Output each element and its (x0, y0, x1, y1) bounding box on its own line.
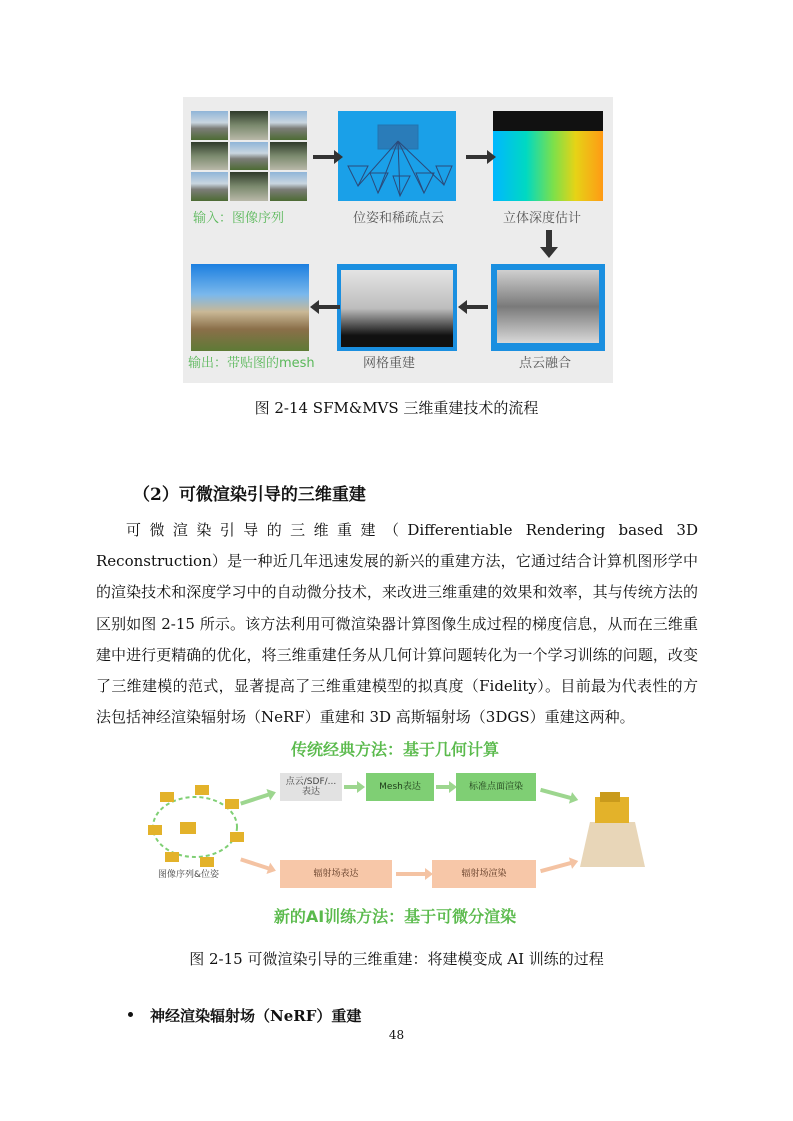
figure-2-14 (183, 97, 613, 383)
arrow-right-icon (436, 785, 450, 789)
arrow-left-icon (318, 305, 340, 309)
box-mesh: Mesh表达 (366, 773, 434, 801)
textured-mesh-image (191, 264, 309, 351)
arrow-right-icon (344, 785, 358, 789)
label-depth: 立体深度估计 (503, 211, 582, 226)
traditional-method-title: 传统经典方法：基于几何计算 (290, 740, 499, 759)
input-label: 图像序列&位姿 (158, 870, 220, 880)
page-number: 48 (388, 1028, 405, 1042)
label-pose: 位姿和稀疏点云 (353, 211, 445, 226)
box-radiance: 辐射场表达 (280, 860, 392, 888)
box-render: 标准点面渲染 (456, 773, 536, 801)
ai-method-title: 新的AI训练方法：基于可微分渲染 (273, 907, 517, 926)
arrow-right-icon (540, 788, 572, 800)
figure-caption-2-15: 图 2-15 可微渲染引导的三维重建：将建模变成 AI 训练的过程 (189, 950, 604, 968)
body-paragraph: 可微渲染引导的三维重建（Differentiable Rendering based 3D Reconstruction）是一种近几年迅速发展的新兴的重建方法，它通过结合计算机图形学中的渲染技术和深度学习中的自动微分技术，来改进三维重建的效果和效率，其与传统方法的区别如图 2-15 所示。该方法利用可微渲染器计算图像生成过程的梯度信息，从而在三维重建中进行更精确的优化，将三维重建任务从几何计算问题转化为一个学习训练的问题，改变了三维建模的范式，显著提高了三维重建模型的拟真度（Fidelity）。目前最为代表性的方法包括神经渲染辐射场（NeRF）重建和 3D 高斯辐射场（3DGS）重建这两种。 (96, 521, 698, 727)
arrow-left-icon (466, 305, 488, 309)
box-repr: 点云/SDF/... 表达 (280, 773, 342, 801)
label-mesh: 网格重建 (363, 356, 416, 371)
box-radiance-render: 辐射场渲染 (432, 860, 536, 888)
label-output: 输出：带贴图的mesh (188, 356, 315, 371)
label-input: 输入：图像序列 (193, 211, 285, 226)
arrow-right-icon (313, 155, 335, 159)
arrow-right-icon (466, 155, 488, 159)
sfm-pose-image (338, 111, 456, 201)
arrow-right-icon (540, 861, 572, 873)
label-fusion: 点云融合 (519, 356, 572, 371)
section-heading: （2）可微渲染引导的三维重建 (133, 485, 366, 505)
input-image-sequence (191, 111, 307, 201)
camera-frustum-icon (338, 111, 456, 201)
arrow-down-icon (546, 230, 552, 248)
mesh-reconstruction-image (337, 264, 457, 351)
figure-2-15 (140, 737, 650, 930)
point-fusion-image (491, 264, 605, 351)
bullet-icon (128, 1012, 133, 1017)
figure-caption-2-14: 图 2-14 SFM&MVS 三维重建技术的流程 (254, 399, 539, 417)
result-model-image (580, 787, 645, 867)
depth-map-image (493, 111, 603, 201)
arrow-right-icon (396, 872, 426, 876)
bullet-heading: 神经渲染辐射场（NeRF）重建 (150, 1007, 362, 1025)
